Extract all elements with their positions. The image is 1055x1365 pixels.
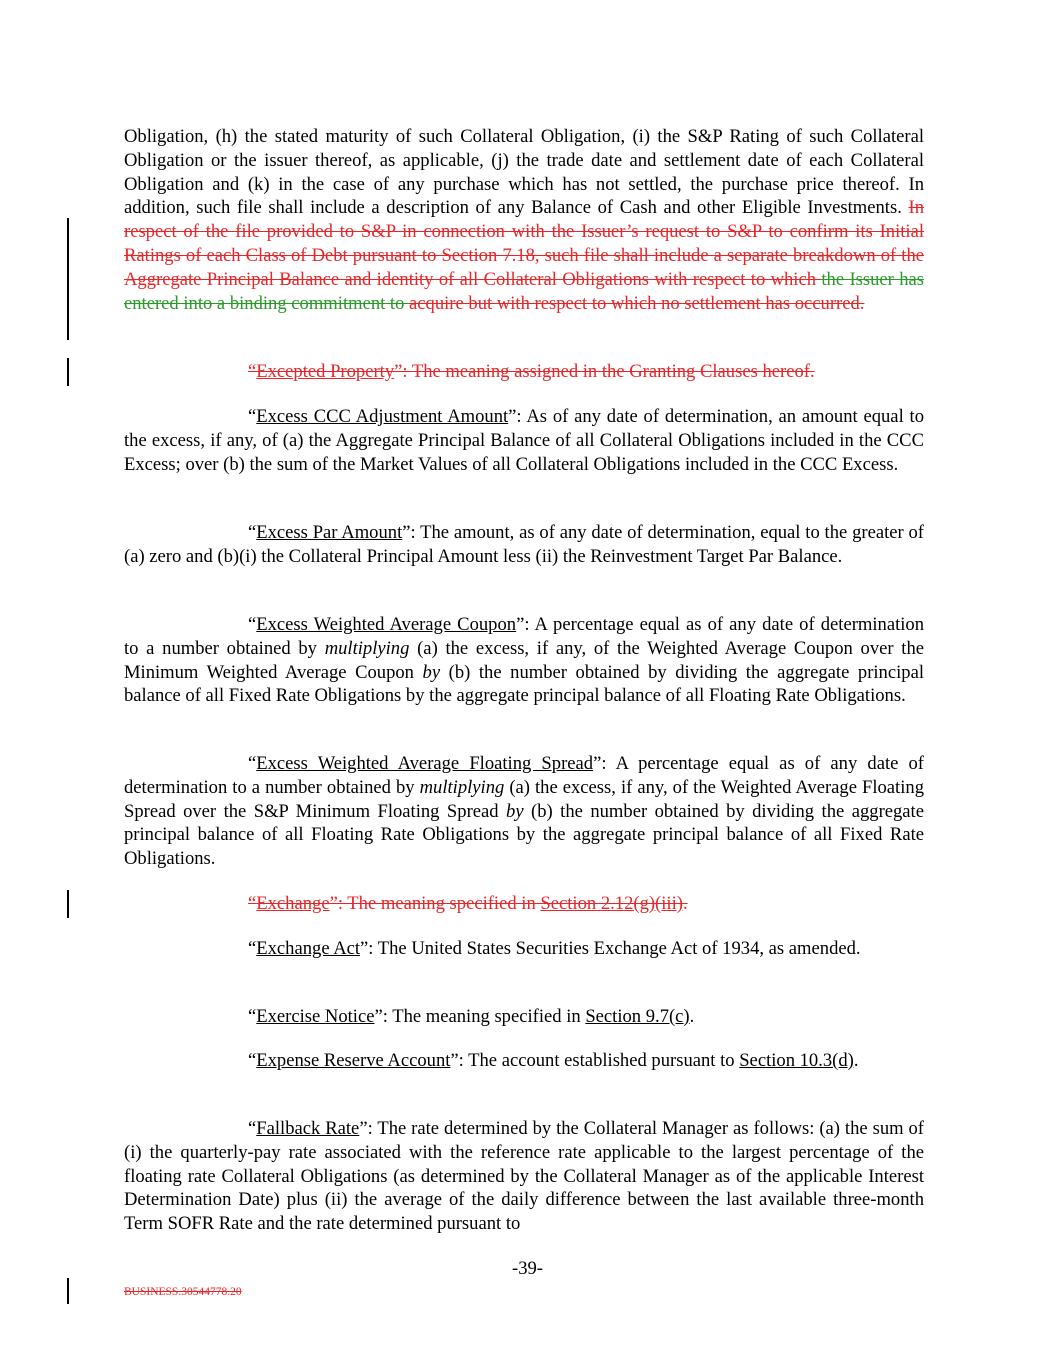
defined-term: Exchange Act: [256, 938, 361, 959]
definition-exchange-act: “Exchange Act”: The United States Securities Exchange Act of 1934, as amended.: [248, 938, 861, 959]
definition-excess-weighted-average-floating-spread: “Excess Weighted Average Floating Spread”: A percentage equal as of any date of determination to a number obtained by multiplying (a) the excess, if any, of the Weighted Average Floating Spread over the S&P Minimum Floating Spread by (b) the number obtained by dividing the aggregate principal balance of all Floating Rate Obligations by the aggregate principal balance of all Fixed Rate Obligations.: [124, 753, 925, 870]
definition-excess-ccc-adjustment-amount: “Excess CCC Adjustment Amount”: As of any date of determination, an amount equal to the excess, if any, of (a) the Aggregate Principal Balance of all Collateral Obligations included in the CCC Excess; over (b) the sum of the Market Values of all Collateral Obligations included in the CCC Excess.: [124, 406, 924, 475]
definition-fallback-rate: “Fallback Rate”: The rate determined by the Collateral Manager as follows: (a) the sum of (i) the quarterly-pay rate associated with the reference rate applicable to the largest percentage of the floating rate Collateral Obligations (as determined by the Collateral Manager as of the applicable Interest Determination Date) plus (ii) the average of the daily difference between the last available three-month Term SOFR Rate and the rate determined pursuant to: [124, 1118, 925, 1235]
definition-excess-weighted-average-coupon: “Excess Weighted Average Coupon”: A percentage equal as of any date of determination to a number obtained by multiplying (a) the excess, if any, of the Weighted Average Coupon over the Minimum Weighted Average Coupon by (b) the number obtained by dividing the aggregate principal balance of all Fixed Rate Obligations by the aggregate principal balance of all Floating Rate Obligations.: [124, 614, 925, 707]
definition-exchange: “Exchange”: The meaning specified in Section 2.12(g)(iii).: [248, 893, 688, 914]
paragraph-continuation: [124, 125, 924, 315]
change-bar: [67, 358, 69, 386]
defined-term: Excess CCC Adjustment Amount: [256, 406, 509, 427]
section-reference-link[interactable]: Section 10.3(d): [739, 1050, 854, 1071]
deleted-moved-text: the Issuer has entered into a binding commitment to: [124, 268, 924, 314]
defined-term: Excess Weighted Average Floating Spread: [256, 753, 594, 774]
defined-term: Exchange: [256, 893, 330, 914]
change-bar: [67, 218, 69, 340]
section-reference-link[interactable]: Section 9.7(c): [585, 1006, 690, 1027]
defined-term: Exercise Notice: [256, 1006, 375, 1027]
defined-term: Expense Reserve Account: [256, 1050, 451, 1071]
deleted-text: acquire but with respect to which no settlement has occurred.: [409, 292, 865, 314]
section-reference-link[interactable]: Section 2.12(g)(iii): [540, 893, 683, 914]
change-bar: [67, 890, 69, 918]
deleted-text: In respect of the file provided to S&P in connection with the Issuer’s request to S&P to confirm its Initial Ratings of each Class of Debt pursuant to Section 7.18, such file shall include a separate breakdown of the Aggregate Principal Balance and identity of all Collateral Obligations with respect to which: [124, 197, 924, 290]
footer-document-id: BUSINESS.30544778.20: [124, 1286, 242, 1298]
definition-excess-par-amount: “Excess Par Amount”: The amount, as of any date of determination, equal to the greater of (a) zero and (b)(i) the Collateral Principal Amount less (ii) the Reinvestment Target Par Balance.: [124, 522, 925, 567]
definition-expense-reserve-account: “Expense Reserve Account”: The account established pursuant to Section 10.3(d).: [248, 1050, 859, 1071]
body-text: Obligation, (h) the stated maturity of such Collateral Obligation, (i) the S&P Rating of such Collateral Obligation or the issuer thereof, as applicable, (j) the trade date and settlement date of each Collateral Obligation and (k) in the case of any purchase which has not settled, the purchase price thereof. In addition, such file shall include a description of any Balance of Cash and other Eligible Investments.: [124, 126, 924, 219]
page-number: -39-: [512, 1258, 543, 1279]
defined-term: Fallback Rate: [256, 1118, 360, 1139]
definition-excepted-property: “Excepted Property”: The meaning assigned in the Granting Clauses hereof.: [248, 361, 815, 382]
definition-exercise-notice: “Exercise Notice”: The meaning specified in Section 9.7(c).: [248, 1006, 695, 1027]
defined-term: Excess Par Amount: [256, 522, 403, 543]
defined-term: Excess Weighted Average Coupon: [256, 614, 517, 635]
change-bar: [67, 1278, 69, 1304]
defined-term: Excepted Property: [256, 361, 395, 382]
